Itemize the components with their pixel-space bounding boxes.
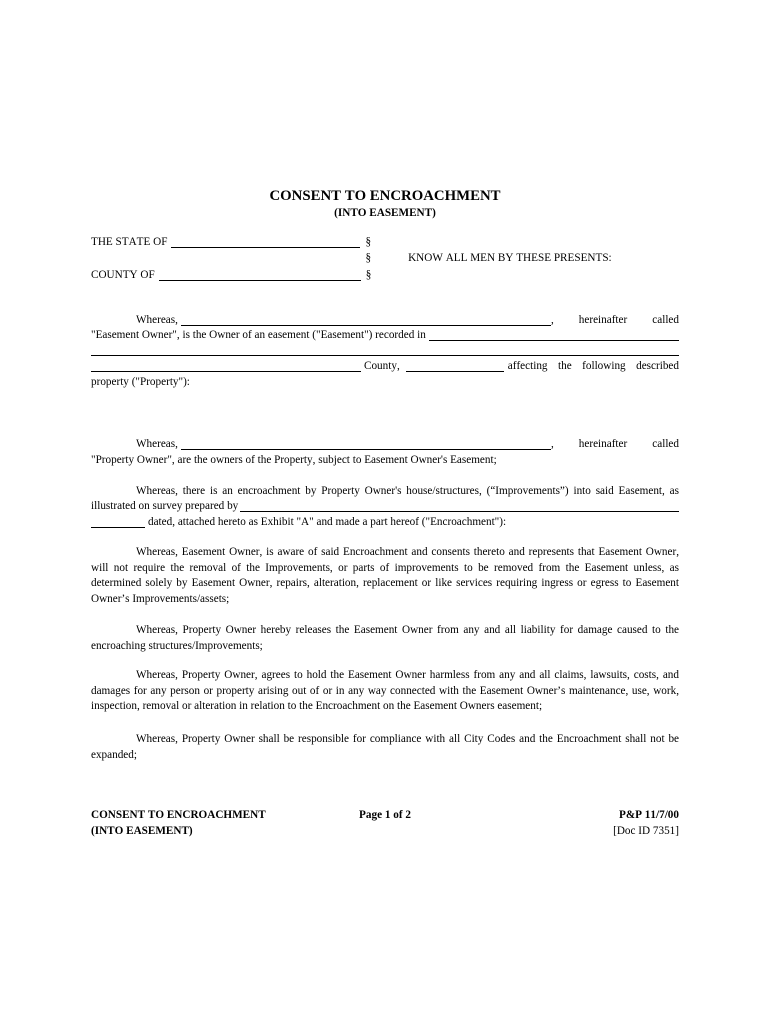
section-symbol: § <box>365 252 372 264</box>
section-symbol: § <box>365 236 372 248</box>
hereinafter-text: hereinafter <box>578 438 628 450</box>
whereas-label: Whereas, <box>136 314 178 326</box>
county-label: COUNTY OF <box>91 269 155 281</box>
state-label: THE STATE OF <box>91 236 168 248</box>
called-text: called <box>652 314 679 326</box>
document-title: CONSENT TO ENCROACHMENT <box>269 188 501 204</box>
know-all-men-heading: KNOW ALL MEN BY THESE PRESENTS: <box>408 252 612 264</box>
footer-title: CONSENT TO ENCROACHMENT <box>91 809 266 821</box>
surveyor-field[interactable] <box>240 499 679 512</box>
footer-page-number: Page 1 of 2 <box>359 809 411 821</box>
affecting-text: affecting the following described <box>507 360 679 372</box>
property-line <box>91 375 679 391</box>
easement-owner-whereas-line <box>91 313 679 329</box>
section-symbol: § <box>365 269 372 281</box>
survey-date-field[interactable] <box>91 515 145 528</box>
property-owner-name-field[interactable] <box>181 437 551 450</box>
recording-continued-field[interactable] <box>91 343 679 356</box>
property-owner-definition-text: "Property Owner", are the owners of the Property, subject to Easement Owner's Easement; <box>91 454 497 466</box>
consent-paragraph: Whereas, Easement Owner, is aware of said Encroachment and consents thereto and represents that Easement Owner, will not require the removal of the Improvements, or parts of improvements to be removed from the Easement unless, as determined solely by Easement Owner, repairs, alteration, replacement or like services requiring ingress or egress to Easement Owner’s Improvements/assets; <box>91 546 679 605</box>
recording-field[interactable] <box>429 328 679 341</box>
property-owner-whereas-line <box>91 437 679 453</box>
property-owner-name-group <box>136 437 554 453</box>
footer-doc-id: [Doc ID 7351] <box>613 825 679 837</box>
know-all-line <box>91 251 679 267</box>
county-text: County, <box>364 360 400 372</box>
encroachment-first-line <box>91 484 679 500</box>
release-paragraph: Whereas, Property Owner hereby releases the Easement Owner from any and all liability for damage caused to the encroaching structures/Improvements; <box>91 624 679 652</box>
easement-definition-text: "Easement Owner", is the Owner of an easement ("Easement") recorded in <box>91 329 426 341</box>
easement-definition-line <box>91 328 679 344</box>
footer-revision: P&P 11/7/00 <box>619 809 679 821</box>
footer-reference <box>479 807 679 839</box>
survey-line <box>91 499 679 515</box>
state-field[interactable] <box>171 235 360 248</box>
exhibit-line <box>91 515 679 531</box>
survey-prefix-text: illustrated on survey prepared by <box>91 500 239 512</box>
easement-owner-name-field[interactable] <box>181 313 551 326</box>
easement-owner-name-group <box>136 313 554 329</box>
document-subtitle: (INTO EASEMENT) <box>334 207 436 219</box>
encroachment-first-line-text: Whereas, there is an encroachment by Property Owner's house/structures, (“Improvements”) into said Easement, as <box>136 485 679 497</box>
exhibit-text: dated, attached hereto as Exhibit "A" and made a part hereof ("Encroachment"): <box>148 516 507 528</box>
whereas-label: Whereas, <box>136 438 178 450</box>
called-text: called <box>652 438 679 450</box>
recording-detail-field[interactable] <box>406 359 504 372</box>
hereinafter-text: hereinafter <box>578 314 628 326</box>
county-field[interactable] <box>159 268 361 281</box>
recording-continued-line <box>91 343 679 359</box>
county-line <box>91 268 679 284</box>
recording-county-field[interactable] <box>91 359 361 372</box>
property-owner-definition-line <box>91 453 679 469</box>
footer-subtitle: (INTO EASEMENT) <box>91 825 193 837</box>
recording-county-line <box>91 359 679 375</box>
compliance-paragraph: Whereas, Property Owner shall be responsible for compliance with all City Codes and the Encroachment shall not be expanded; <box>91 733 679 761</box>
hold-harmless-paragraph: Whereas, Property Owner, agrees to hold the Easement Owner harmless from any and all claims, lawsuits, costs, and damages for any person or property arising out of or in any way connected with the Easement Owner’s maintenance, use, work, inspection, removal or alteration in relation to the Encroachment on the Easement Owners easement; <box>91 669 679 713</box>
comma: , <box>550 438 554 450</box>
property-definition-text: property ("Property"): <box>91 376 190 388</box>
state-line <box>91 235 679 251</box>
comma: , <box>550 314 554 326</box>
